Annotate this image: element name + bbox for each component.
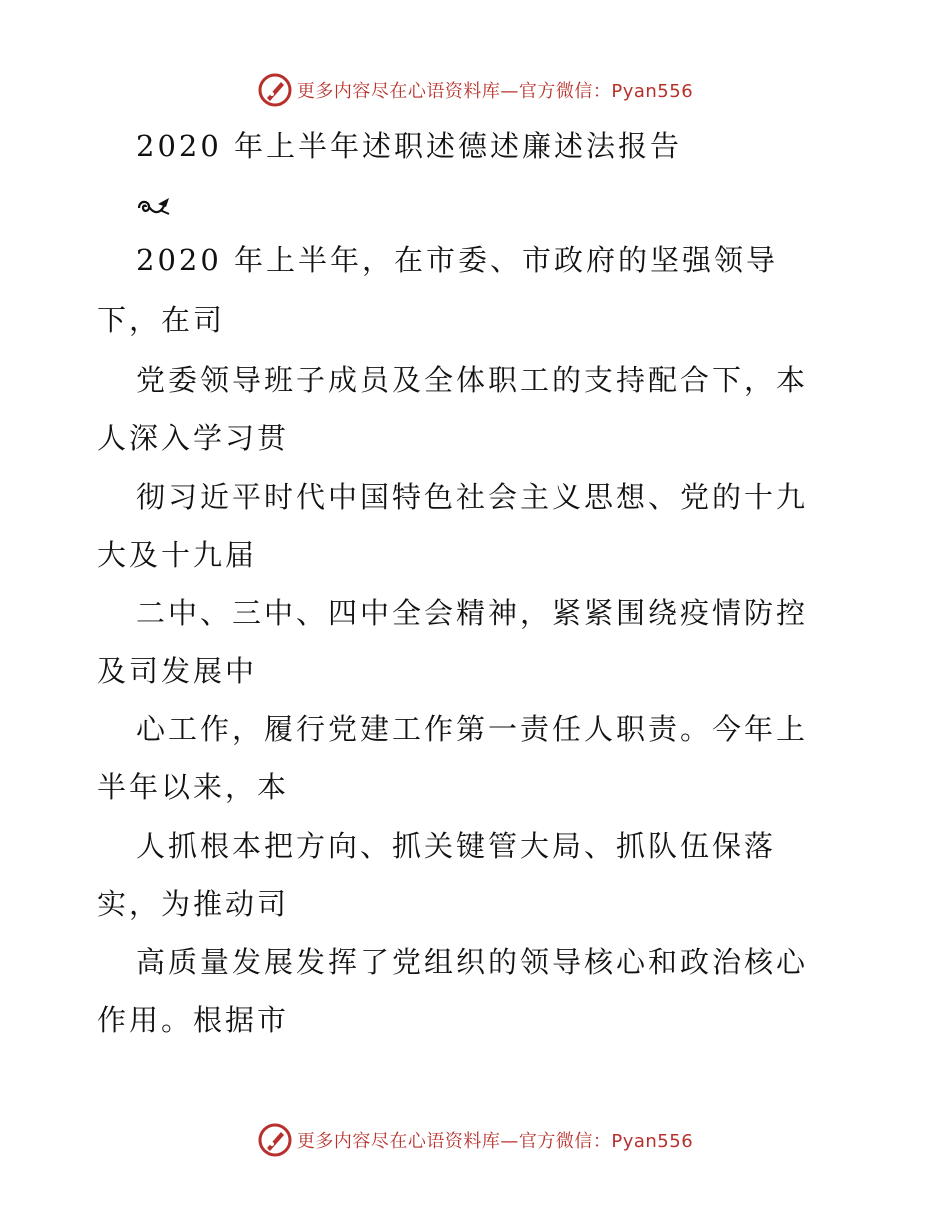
paragraph-line: 人深入学习贯 [97, 421, 290, 455]
watermark-text: 更多内容尽在心语资料库—官方微信：Pyan556 [296, 1131, 694, 1152]
paragraph-line: 二中、三中、四中全会精神，紧紧围绕疫情防控 [136, 596, 809, 630]
paragraph-line: 彻习近平时代中国特色社会主义思想、党的十九 [136, 480, 809, 514]
paragraph-line: 大及十九届 [97, 538, 258, 572]
paragraph-line: 半年以来，本 [97, 770, 290, 804]
paragraph-line: 人抓根本把方向、抓关键管大局、抓队伍保落 [136, 829, 777, 863]
floral-ornament-icon [136, 194, 172, 218]
paragraph-line: 实，为推动司 [97, 887, 290, 921]
paragraph-line: 高质量发展发挥了党组织的领导核心和政治核心 [136, 945, 809, 979]
paragraph-line: 党委领导班子成员及全体职工的支持配合下，本 [136, 363, 809, 397]
paragraph-line: 作用。根据市 [97, 1003, 290, 1037]
footer-watermark [0, 1120, 950, 1160]
paragraph-line: 心工作，履行党建工作第一责任人职责。今年上 [136, 712, 809, 746]
paragraph-line: 及司发展中 [97, 654, 258, 688]
header-watermark [0, 70, 950, 110]
document-title: 2020 年上半年述职述德述廉述法报告 [136, 129, 683, 163]
fountain-pen-seal-icon [257, 1122, 293, 1158]
watermark-text: 更多内容尽在心语资料库—官方微信：Pyan556 [296, 81, 694, 102]
fountain-pen-seal-icon [257, 72, 293, 108]
paragraph-line: 2020 年上半年，在市委、市政府的坚强领导 [136, 243, 779, 277]
paragraph-line: 下，在司 [97, 303, 226, 337]
